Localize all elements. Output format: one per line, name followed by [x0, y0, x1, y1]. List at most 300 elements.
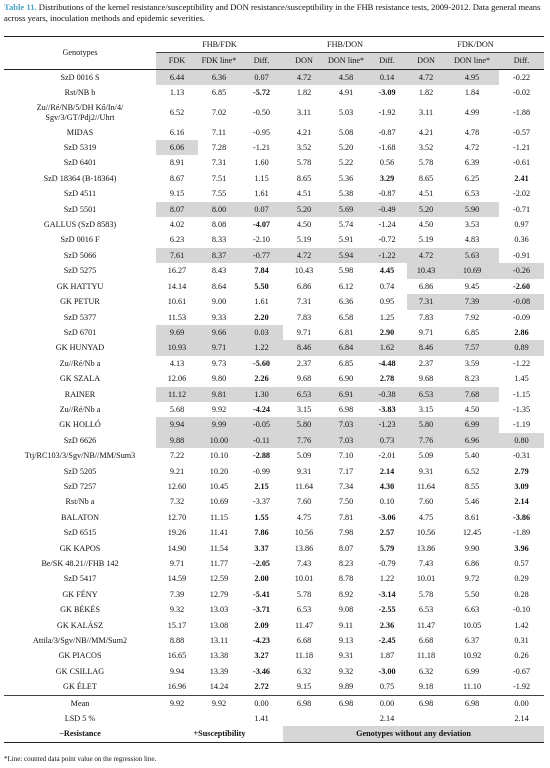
value-cell: 1.22 [379, 574, 395, 584]
value-cell: -3.00 [378, 666, 396, 676]
value-cell: 11.64 [294, 481, 314, 491]
table-row [4, 602, 544, 617]
value-cell: -0.49 [367, 202, 407, 217]
value-cell: -1.35 [513, 404, 531, 414]
value-cell: 14.24 [209, 682, 229, 692]
value-cell: 4.91 [338, 88, 354, 98]
value-cell: 2.90 [379, 327, 395, 337]
genotype-name: Be/SK 48.21//FHB 142 [41, 559, 119, 568]
value-cell: 6.32 [296, 666, 312, 676]
value-cell: -1.15 [513, 389, 531, 399]
value-cell: 9.15 [296, 682, 312, 692]
value-cell: 4.95 [445, 69, 499, 85]
value-cell: 13.86 [416, 543, 436, 553]
value-cell: 9.92 [211, 404, 227, 414]
value-cell: -0.99 [252, 466, 271, 476]
value-cell: -5.41 [252, 589, 271, 599]
header-row-groups [4, 37, 544, 53]
value-cell: 8.23 [464, 374, 480, 384]
value-cell: -2.01 [378, 451, 396, 461]
value-cell: 5.50 [464, 589, 480, 599]
genotype-name: GK PETUR [60, 297, 100, 307]
table-row [4, 510, 544, 525]
value-cell: 12.59 [209, 574, 229, 584]
header-col-1: FDK line* [198, 53, 240, 69]
value-cell: 7.76 [283, 433, 325, 448]
table-row [4, 155, 544, 170]
value-cell: -1.22 [513, 358, 531, 368]
value-cell: -0.50 [252, 107, 271, 117]
value-cell: 8.33 [211, 235, 227, 245]
value-cell: 11.64 [416, 481, 436, 491]
value-cell: 5.20 [338, 143, 354, 153]
value-cell: 12.06 [167, 374, 187, 384]
value-cell: -0.61 [513, 158, 531, 168]
value-cell: 2.37 [418, 358, 434, 368]
value-cell: 5.78 [296, 589, 312, 599]
value-cell: 3.27 [254, 651, 269, 661]
value-cell: 10.56 [294, 528, 314, 538]
value-cell: -3.83 [378, 404, 396, 414]
value-cell: 6.86 [296, 281, 312, 291]
value-cell: 6.85 [211, 88, 227, 98]
genotype-name: GK CSILLAG [55, 666, 105, 676]
value-cell: 7.31 [211, 158, 227, 168]
value-cell: 2.78 [379, 374, 395, 384]
value-cell: 0.03 [240, 325, 283, 340]
value-cell: 7.51 [211, 173, 227, 183]
table-label: Table 11. [4, 2, 37, 12]
value-cell: 6.32 [418, 666, 434, 676]
value-cell: -0.87 [378, 127, 396, 137]
value-cell: -4.24 [252, 404, 271, 414]
value-cell: 0.57 [514, 559, 529, 568]
value-cell: 9.45 [464, 281, 480, 291]
value-cell: 13.11 [209, 636, 229, 646]
value-cell: 5.20 [407, 202, 445, 217]
genotype-name: SzD 5205 [63, 466, 97, 476]
value-cell: 19.26 [167, 528, 187, 538]
value-cell: 9.71 [418, 327, 434, 337]
value-cell: -0.79 [378, 559, 396, 568]
value-cell: 8.78 [338, 574, 354, 584]
value-cell: -4.07 [252, 220, 271, 230]
value-cell: 0.97 [514, 220, 529, 230]
value-cell: 2.14 [379, 466, 395, 476]
header-group-fhb-fdk: FHB/FDK [156, 37, 283, 53]
genotype-name: Mean [4, 695, 156, 711]
value-cell: 6.98 [338, 404, 354, 414]
header-col-7: DON line* [445, 53, 499, 69]
table-row [4, 340, 544, 355]
value-cell: 13.39 [209, 666, 229, 676]
value-cell: 4.72 [407, 248, 445, 263]
value-cell: 9.71 [296, 327, 312, 337]
genotype-name: GK FÉNY [62, 589, 98, 599]
table-row [4, 525, 544, 540]
value-cell: -2.05 [252, 559, 271, 568]
value-cell: 14.14 [167, 281, 187, 291]
genotype-name: SzD 5275 [63, 266, 97, 276]
value-cell: 7.98 [338, 528, 354, 538]
value-cell: 6.53 [296, 605, 312, 615]
value-cell: 5.78 [418, 158, 434, 168]
table-row [4, 140, 544, 155]
genotype-name: SzD 5501 [63, 204, 97, 214]
value-cell: 6.84 [325, 340, 367, 355]
value-cell: 4.50 [464, 404, 480, 414]
value-cell: 10.01 [416, 574, 436, 584]
value-cell: 6.96 [445, 433, 499, 448]
value-cell: 7.55 [211, 189, 227, 199]
value-cell: 3.96 [514, 543, 529, 553]
value-cell: 6.85 [338, 358, 354, 368]
genotype-name: GK BÉKÉS [60, 605, 100, 615]
value-cell: 5.63 [445, 248, 499, 263]
value-cell: 4.45 [379, 266, 395, 276]
value-cell: 9.31 [418, 466, 434, 476]
value-cell: 6.68 [296, 636, 312, 646]
value-cell: 7.84 [254, 266, 269, 276]
value-cell: -0.67 [513, 666, 531, 676]
value-cell: -0.72 [378, 235, 396, 245]
value-cell: 7.68 [445, 387, 499, 402]
genotype-name: SzD 6515 [63, 528, 97, 538]
genotype-name: SzD 5066 [63, 250, 97, 260]
value-cell: 0.75 [379, 682, 395, 692]
genotype-name: SzD 6401 [63, 158, 97, 168]
value-cell: -2.02 [513, 189, 531, 199]
value-cell: 3.37 [254, 543, 269, 553]
value-cell: 1.15 [254, 173, 269, 183]
value-cell: 10.10 [209, 451, 229, 461]
value-cell: 8.23 [338, 559, 354, 568]
value-cell: 5.46 [464, 497, 480, 507]
value-cell: 2.41 [514, 173, 529, 183]
value-cell: 9.99 [198, 417, 240, 432]
value-cell: 9.92 [198, 695, 240, 711]
value-cell: 9.71 [198, 340, 240, 355]
value-cell: 16.65 [167, 651, 187, 661]
genotype-name: MIDAS [66, 127, 94, 137]
value-cell: 4.72 [283, 69, 325, 85]
value-cell: 7.31 [296, 297, 312, 307]
value-cell: -2.55 [378, 605, 396, 615]
value-cell: 10.05 [462, 620, 482, 630]
value-cell: -0.77 [240, 248, 283, 263]
value-cell: 2.20 [254, 312, 269, 322]
value-cell: 7.83 [418, 312, 434, 322]
value-cell: 0.00 [499, 695, 544, 711]
table-row [4, 402, 544, 417]
header-col-5: Diff. [367, 53, 407, 69]
value-cell: -2.45 [378, 636, 396, 646]
value-cell: -3.14 [378, 589, 396, 599]
value-cell: 7.81 [338, 512, 354, 522]
value-cell: 1.55 [254, 512, 269, 522]
table-row [4, 186, 544, 201]
value-cell: 4.21 [418, 127, 434, 137]
value-cell: -1.23 [367, 417, 407, 432]
table-row [4, 232, 544, 247]
value-cell: 4.50 [418, 220, 434, 230]
table-row [4, 633, 544, 648]
value-cell: -0.71 [513, 204, 531, 214]
table-row [4, 618, 544, 633]
genotype-name: SzD 5319 [63, 143, 97, 153]
value-cell: 5.78 [296, 158, 312, 168]
value-cell: 0.00 [240, 695, 283, 711]
value-cell: 8.92 [338, 589, 354, 599]
value-cell: 3.11 [419, 107, 434, 117]
table-row [4, 279, 544, 294]
genotype-name: GK KAPOS [59, 543, 101, 553]
value-cell: 10.61 [167, 297, 187, 307]
value-cell: 5.08 [338, 127, 354, 137]
value-cell: 4.78 [464, 127, 480, 137]
value-cell: 5.68 [169, 404, 185, 414]
value-cell: 0.26 [514, 651, 529, 661]
value-cell: 0.00 [367, 695, 407, 711]
value-cell: 6.99 [445, 417, 499, 432]
value-cell: 4.02 [169, 220, 185, 230]
value-cell: 0.36 [514, 235, 529, 245]
value-cell: 7.32 [169, 497, 185, 507]
value-cell: 6.98 [283, 695, 325, 711]
value-cell: 2.26 [254, 374, 269, 384]
value-cell: -1.21 [513, 143, 531, 153]
table-row [4, 448, 544, 463]
value-cell: 7.43 [296, 559, 312, 568]
value-cell: 9.72 [464, 574, 480, 584]
value-cell: 11.18 [294, 651, 314, 661]
value-cell: 13.08 [209, 620, 229, 630]
value-cell: -1.92 [513, 682, 531, 692]
value-cell: 5.91 [338, 235, 354, 245]
value-cell: 4.51 [418, 189, 434, 199]
value-cell: -0.95 [252, 127, 271, 137]
value-cell: 8.46 [283, 340, 325, 355]
value-cell: 9.71 [169, 559, 185, 568]
value-cell: 8.46 [407, 340, 445, 355]
value-cell: -0.91 [513, 250, 531, 260]
value-cell: -1.89 [513, 528, 531, 538]
genotype-name: SzD 7257 [63, 481, 97, 491]
value-cell: 5.80 [283, 417, 325, 432]
value-cell: 9.31 [338, 651, 354, 661]
value-cell: 10.56 [416, 528, 436, 538]
value-cell: 5.90 [445, 202, 499, 217]
value-cell: 9.13 [338, 636, 354, 646]
value-cell: 2.14 [514, 497, 529, 507]
value-cell: 10.43 [407, 263, 445, 278]
value-cell: 8.67 [169, 173, 185, 183]
value-cell: -1.19 [513, 420, 531, 430]
mean-row [4, 695, 544, 711]
value-cell: 11.41 [209, 528, 229, 538]
header-group-fhb-don: FHB/DON [283, 37, 407, 53]
value-cell: 8.64 [211, 281, 227, 291]
value-cell: 4.51 [296, 189, 312, 199]
table-row [4, 202, 544, 217]
table-row [4, 294, 544, 309]
value-cell: -1.68 [378, 143, 396, 153]
value-cell: 9.11 [339, 620, 354, 630]
value-cell: 12.45 [462, 528, 482, 538]
value-cell: -0.08 [499, 294, 544, 309]
value-cell: 7.03 [325, 433, 367, 448]
table-row [4, 679, 544, 695]
value-cell: 5.38 [338, 189, 354, 199]
value-cell: 13.86 [294, 543, 314, 553]
value-cell: -3.46 [252, 666, 271, 676]
value-cell: -2.60 [513, 281, 531, 291]
value-cell: 4.13 [169, 358, 185, 368]
table-row [4, 417, 544, 432]
value-cell: 2.14 [379, 714, 395, 724]
value-cell: 0.29 [514, 574, 529, 584]
value-cell: 3.29 [379, 173, 395, 183]
value-cell: -0.05 [240, 417, 283, 432]
value-cell: 9.69 [156, 325, 198, 340]
value-cell: 6.68 [418, 636, 434, 646]
value-cell: 9.88 [156, 433, 198, 448]
value-cell: 0.31 [514, 636, 529, 646]
value-cell: 12.70 [167, 512, 187, 522]
value-cell: 5.74 [338, 220, 354, 230]
value-cell: 6.52 [464, 466, 480, 476]
value-cell: 6.86 [464, 559, 480, 568]
value-cell: 6.06 [156, 140, 198, 155]
value-cell: 7.50 [338, 497, 354, 507]
value-cell: 2.72 [254, 682, 269, 692]
value-cell: 9.21 [169, 466, 185, 476]
value-cell: 6.63 [464, 605, 480, 615]
value-cell: 6.85 [464, 327, 480, 337]
value-cell: 9.81 [198, 387, 240, 402]
value-cell: 9.31 [296, 466, 312, 476]
value-cell: -4.23 [252, 636, 271, 646]
table-row [4, 101, 544, 125]
value-cell: 6.53 [407, 387, 445, 402]
table-row [4, 263, 544, 278]
value-cell: 6.37 [464, 636, 480, 646]
value-cell: 4.75 [418, 512, 434, 522]
value-cell: 11.12 [156, 387, 198, 402]
value-cell: 0.95 [379, 297, 395, 307]
value-cell: 3.09 [514, 481, 529, 491]
legend-row [4, 726, 544, 742]
value-cell: 3.11 [297, 107, 312, 117]
genotype-name: GK HATTYU [56, 281, 104, 291]
value-cell: 1.13 [169, 88, 185, 98]
value-cell: -0.87 [378, 189, 396, 199]
value-cell: 2.09 [254, 620, 269, 630]
value-cell: 6.36 [338, 297, 354, 307]
value-cell: -1.24 [378, 220, 396, 230]
genotype-name: SzD 0016 S [60, 72, 100, 82]
table-row [4, 541, 544, 556]
value-cell: 10.20 [209, 466, 229, 476]
genotype-name: SzD 4511 [63, 189, 97, 199]
value-cell: 0.14 [367, 69, 407, 85]
genotype-name: GALLUS (SzD 8583) [43, 220, 117, 230]
value-cell: 8.00 [198, 202, 240, 217]
genotype-name: Rst/NB b [64, 88, 96, 98]
value-cell: 4.30 [379, 481, 395, 491]
value-cell: 2.14 [514, 714, 529, 724]
value-cell: 6.90 [338, 374, 354, 384]
table-row [4, 587, 544, 602]
value-cell: 7.43 [418, 559, 434, 568]
value-cell: 0.56 [379, 158, 395, 168]
header-group-fdk-don: FDK/DON [407, 37, 544, 53]
value-cell: 0.73 [367, 433, 407, 448]
table-row [4, 171, 544, 186]
value-cell: 7.31 [407, 294, 445, 309]
legend-susceptibility: +Susceptibility [156, 726, 283, 742]
genotype-name: Rst/Nb a [65, 497, 95, 507]
value-cell: -3.37 [252, 497, 271, 507]
value-cell: -3.86 [513, 512, 531, 522]
value-cell: 9.94 [156, 417, 198, 432]
header-col-6: DON [407, 53, 445, 69]
value-cell: 5.80 [407, 417, 445, 432]
value-cell: 4.99 [464, 107, 480, 117]
table-row [4, 356, 544, 371]
value-cell: 0.89 [499, 340, 544, 355]
table-row [4, 664, 544, 679]
value-cell: 7.02 [211, 107, 227, 117]
value-cell: 3.59 [464, 358, 480, 368]
value-cell: 9.32 [169, 605, 185, 615]
value-cell: 7.61 [156, 248, 198, 263]
value-cell: 2.79 [514, 466, 529, 476]
table-row [4, 571, 544, 586]
value-cell: -0.31 [513, 451, 531, 461]
value-cell: 9.90 [464, 543, 480, 553]
value-cell: 1.82 [296, 88, 312, 98]
value-cell: 7.34 [338, 481, 354, 491]
value-cell: 7.22 [169, 451, 185, 461]
value-cell: 6.36 [198, 69, 240, 85]
value-cell: 7.57 [445, 340, 499, 355]
genotype-name: LSD 5 % [64, 714, 96, 724]
value-cell: 11.18 [416, 651, 436, 661]
value-cell: 5.50 [254, 281, 269, 291]
value-cell: 0.07 [240, 202, 283, 217]
value-cell: 7.83 [296, 312, 312, 322]
value-cell: -3.71 [252, 605, 271, 615]
value-cell: -0.22 [513, 72, 531, 82]
caption-text: Distributions of the kernel resistance/susceptibility and DON resistance/susceptibility in the FHB resistance tests, 2009-2012. Data general means across years, inoculation methods and epidemic severities. [4, 2, 541, 24]
footnote: *Line: counted data point value on the regression line. [4, 755, 157, 763]
value-cell: -2.10 [252, 235, 271, 245]
value-cell: 9.18 [418, 682, 434, 692]
value-cell: 5.94 [325, 248, 367, 263]
value-cell: 5.09 [418, 451, 434, 461]
value-cell: -0.09 [513, 312, 531, 322]
value-cell: 8.88 [169, 636, 185, 646]
value-cell: 6.25 [464, 173, 480, 183]
table-row [4, 648, 544, 663]
value-cell: 16.96 [167, 682, 187, 692]
value-cell: -5.60 [252, 358, 271, 368]
table-row [4, 479, 544, 494]
value-cell: 11.15 [209, 512, 229, 522]
table-row [4, 217, 544, 232]
value-cell: 9.73 [211, 358, 227, 368]
